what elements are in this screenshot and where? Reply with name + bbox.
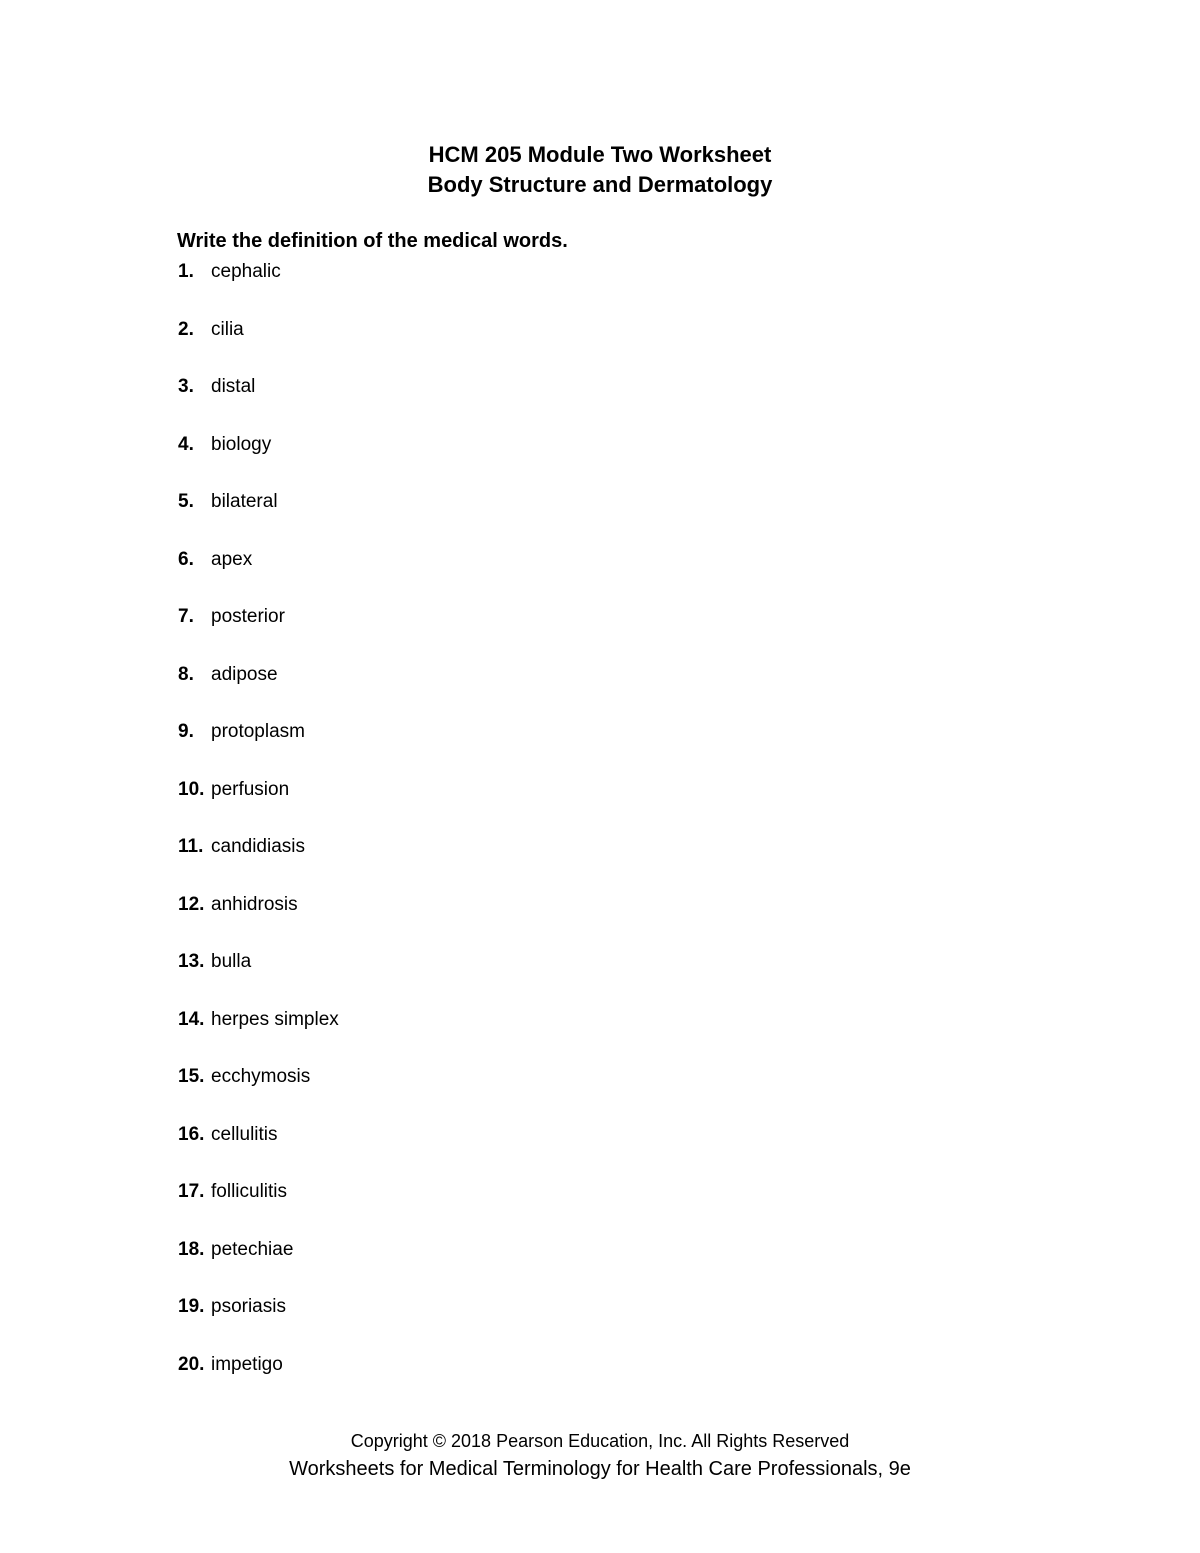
item-number: 16. xyxy=(178,1123,205,1145)
item-term: impetigo xyxy=(211,1353,283,1375)
item-term: ecchymosis xyxy=(211,1066,311,1087)
item-term: candidiasis xyxy=(211,836,305,857)
list-item xyxy=(178,950,339,974)
item-number: 12. xyxy=(178,893,205,915)
item-term: posterior xyxy=(211,606,285,627)
item-number: 5. xyxy=(178,491,194,512)
list-item xyxy=(178,663,339,687)
item-term: protoplasm xyxy=(211,721,305,742)
source-line: Worksheets for Medical Terminology for Health Care Professionals, 9e xyxy=(289,1458,911,1480)
list-item xyxy=(178,433,339,457)
item-term: cellulitis xyxy=(211,1123,278,1145)
item-term: bilateral xyxy=(211,491,278,512)
list-item xyxy=(178,1295,339,1319)
list-item xyxy=(178,893,339,917)
item-term: cephalic xyxy=(211,261,281,282)
list-item xyxy=(178,1065,339,1089)
list-item xyxy=(178,490,339,514)
item-number: 2. xyxy=(178,318,194,340)
list-item xyxy=(178,1180,339,1204)
item-number: 3. xyxy=(178,376,194,397)
item-number: 9. xyxy=(178,721,194,742)
item-number: 7. xyxy=(178,606,194,627)
item-number: 15. xyxy=(178,1066,205,1087)
item-number: 11. xyxy=(178,836,204,857)
item-term: folliculitis xyxy=(211,1181,288,1202)
title-line-2: Body Structure and Dermatology xyxy=(427,172,773,197)
worksheet-title xyxy=(0,140,1200,200)
title-line-1: HCM 205 Module Two Worksheet xyxy=(428,142,772,167)
instruction-heading: Write the definition of the medical words. xyxy=(177,230,568,252)
item-term: psoriasis xyxy=(211,1296,286,1317)
list-item xyxy=(178,720,339,744)
item-term: apex xyxy=(211,548,253,570)
item-term: distal xyxy=(211,376,256,397)
item-term: bulla xyxy=(211,951,252,972)
list-item xyxy=(178,778,339,802)
list-item xyxy=(178,1123,339,1147)
item-number: 13. xyxy=(178,951,205,972)
item-term: herpes simplex xyxy=(211,1008,339,1030)
item-term: anhidrosis xyxy=(211,893,298,915)
item-number: 8. xyxy=(178,663,194,685)
item-term: adipose xyxy=(211,663,278,685)
term-list xyxy=(178,260,339,1410)
list-item xyxy=(178,260,339,284)
item-term: biology xyxy=(211,433,272,455)
item-number: 1. xyxy=(178,261,194,282)
list-item xyxy=(178,605,339,629)
item-number: 10. xyxy=(178,778,205,800)
item-number: 19. xyxy=(178,1296,205,1317)
list-item xyxy=(178,1238,339,1262)
list-item xyxy=(178,375,339,399)
list-item xyxy=(178,548,339,572)
list-item xyxy=(178,835,339,859)
item-number: 17. xyxy=(178,1181,205,1202)
list-item xyxy=(178,318,339,342)
item-term: perfusion xyxy=(211,778,290,800)
item-number: 20. xyxy=(178,1353,205,1375)
copyright-line: Copyright © 2018 Pearson Education, Inc. All Rights Reserved xyxy=(350,1431,850,1451)
item-number: 18. xyxy=(178,1238,205,1260)
page-footer xyxy=(0,1428,1200,1484)
item-number: 4. xyxy=(178,433,194,455)
list-item xyxy=(178,1008,339,1032)
list-item xyxy=(178,1353,339,1377)
item-term: petechiae xyxy=(211,1238,294,1260)
item-term: cilia xyxy=(211,318,244,340)
item-number: 14. xyxy=(178,1008,205,1030)
item-number: 6. xyxy=(178,548,194,570)
